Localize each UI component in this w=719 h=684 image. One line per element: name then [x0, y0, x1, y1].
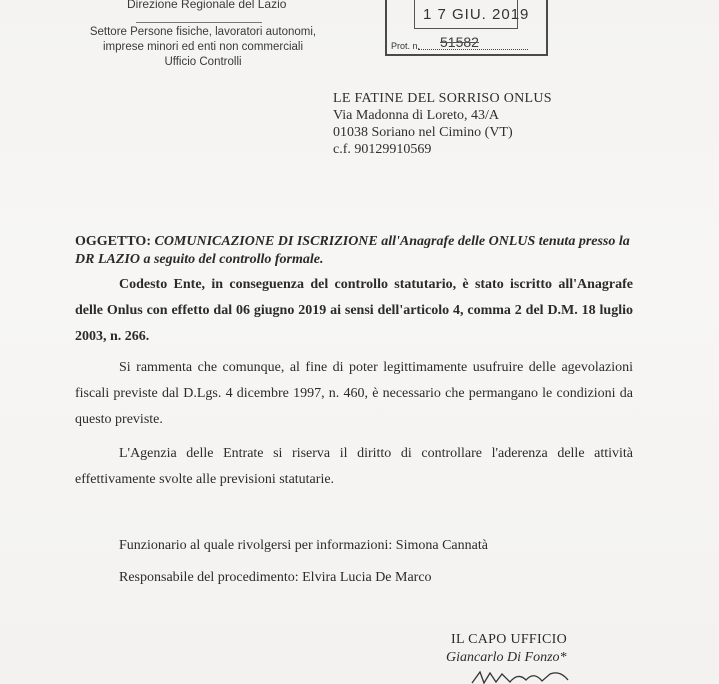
- recipient-name: LE FATINE DEL SORRISO ONLUS: [333, 91, 552, 106]
- office-sector-line1: Settore Persone fisiche, lavoratori autonomi,: [89, 26, 317, 38]
- signature-name: Giancarlo Di Fonzo*: [446, 650, 567, 665]
- body-paragraph-3: [75, 441, 633, 493]
- handwritten-signature: [470, 668, 590, 684]
- header-divider: [136, 22, 262, 23]
- stamp-date: 1 7 GIU. 2019: [423, 6, 530, 23]
- paragraph-2-text: Si rammenta che comunque, al fine di poter legittimamente usufruire delle agevolazioni fiscali previste dal D.Lgs. 4 dicembre 1997, n. 460, è necessario che permangano le condizioni da questo previste.: [75, 360, 633, 427]
- officer-contact: Funzionario al quale rivolgersi per informazioni: Simona Cannatà: [119, 538, 488, 553]
- subject-label: OGGETTO:: [75, 234, 151, 249]
- body-paragraph-2: [75, 355, 633, 433]
- signature-title: IL CAPO UFFICIO: [451, 632, 567, 647]
- procedure-responsible: Responsabile del procedimento: Elvira Lucia De Marco: [119, 570, 432, 585]
- subject-block: [75, 233, 637, 269]
- protocol-label: Prot. n.: [391, 41, 421, 51]
- recipient-tax-code: c.f. 90129910569: [333, 142, 432, 157]
- paragraph-3-text: L'Agenzia delle Entrate si riserva il diritto di controllare l'aderenza delle attività effettivamente svolte alle previsioni statutarie.: [75, 446, 633, 487]
- body-paragraph-1: [75, 272, 633, 350]
- regional-office-name: Direzione Regionale del Lazio: [127, 0, 287, 11]
- office-unit: Ufficio Controlli: [164, 56, 242, 68]
- paragraph-1-text: Codesto Ente, in conseguenza del controllo statutario, è stato iscritto all'Anagrafe delle Onlus con effetto dal 06 giugno 2019 ai sensi dell'articolo 4, comma 2 del D.M. 18 luglio 2003, n. 266.: [75, 277, 633, 344]
- recipient-address: Via Madonna di Loreto, 43/A: [333, 108, 499, 123]
- subject-text: COMUNICAZIONE DI ISCRIZIONE all'Anagrafe delle ONLUS tenuta presso la DR LAZIO a seguito del controllo formale.: [75, 234, 630, 267]
- recipient-city: 01038 Soriano nel Cimino (VT): [333, 125, 513, 140]
- protocol-number: 51582: [440, 34, 479, 50]
- office-sector-line2: imprese minori ed enti non commerciali: [102, 41, 304, 53]
